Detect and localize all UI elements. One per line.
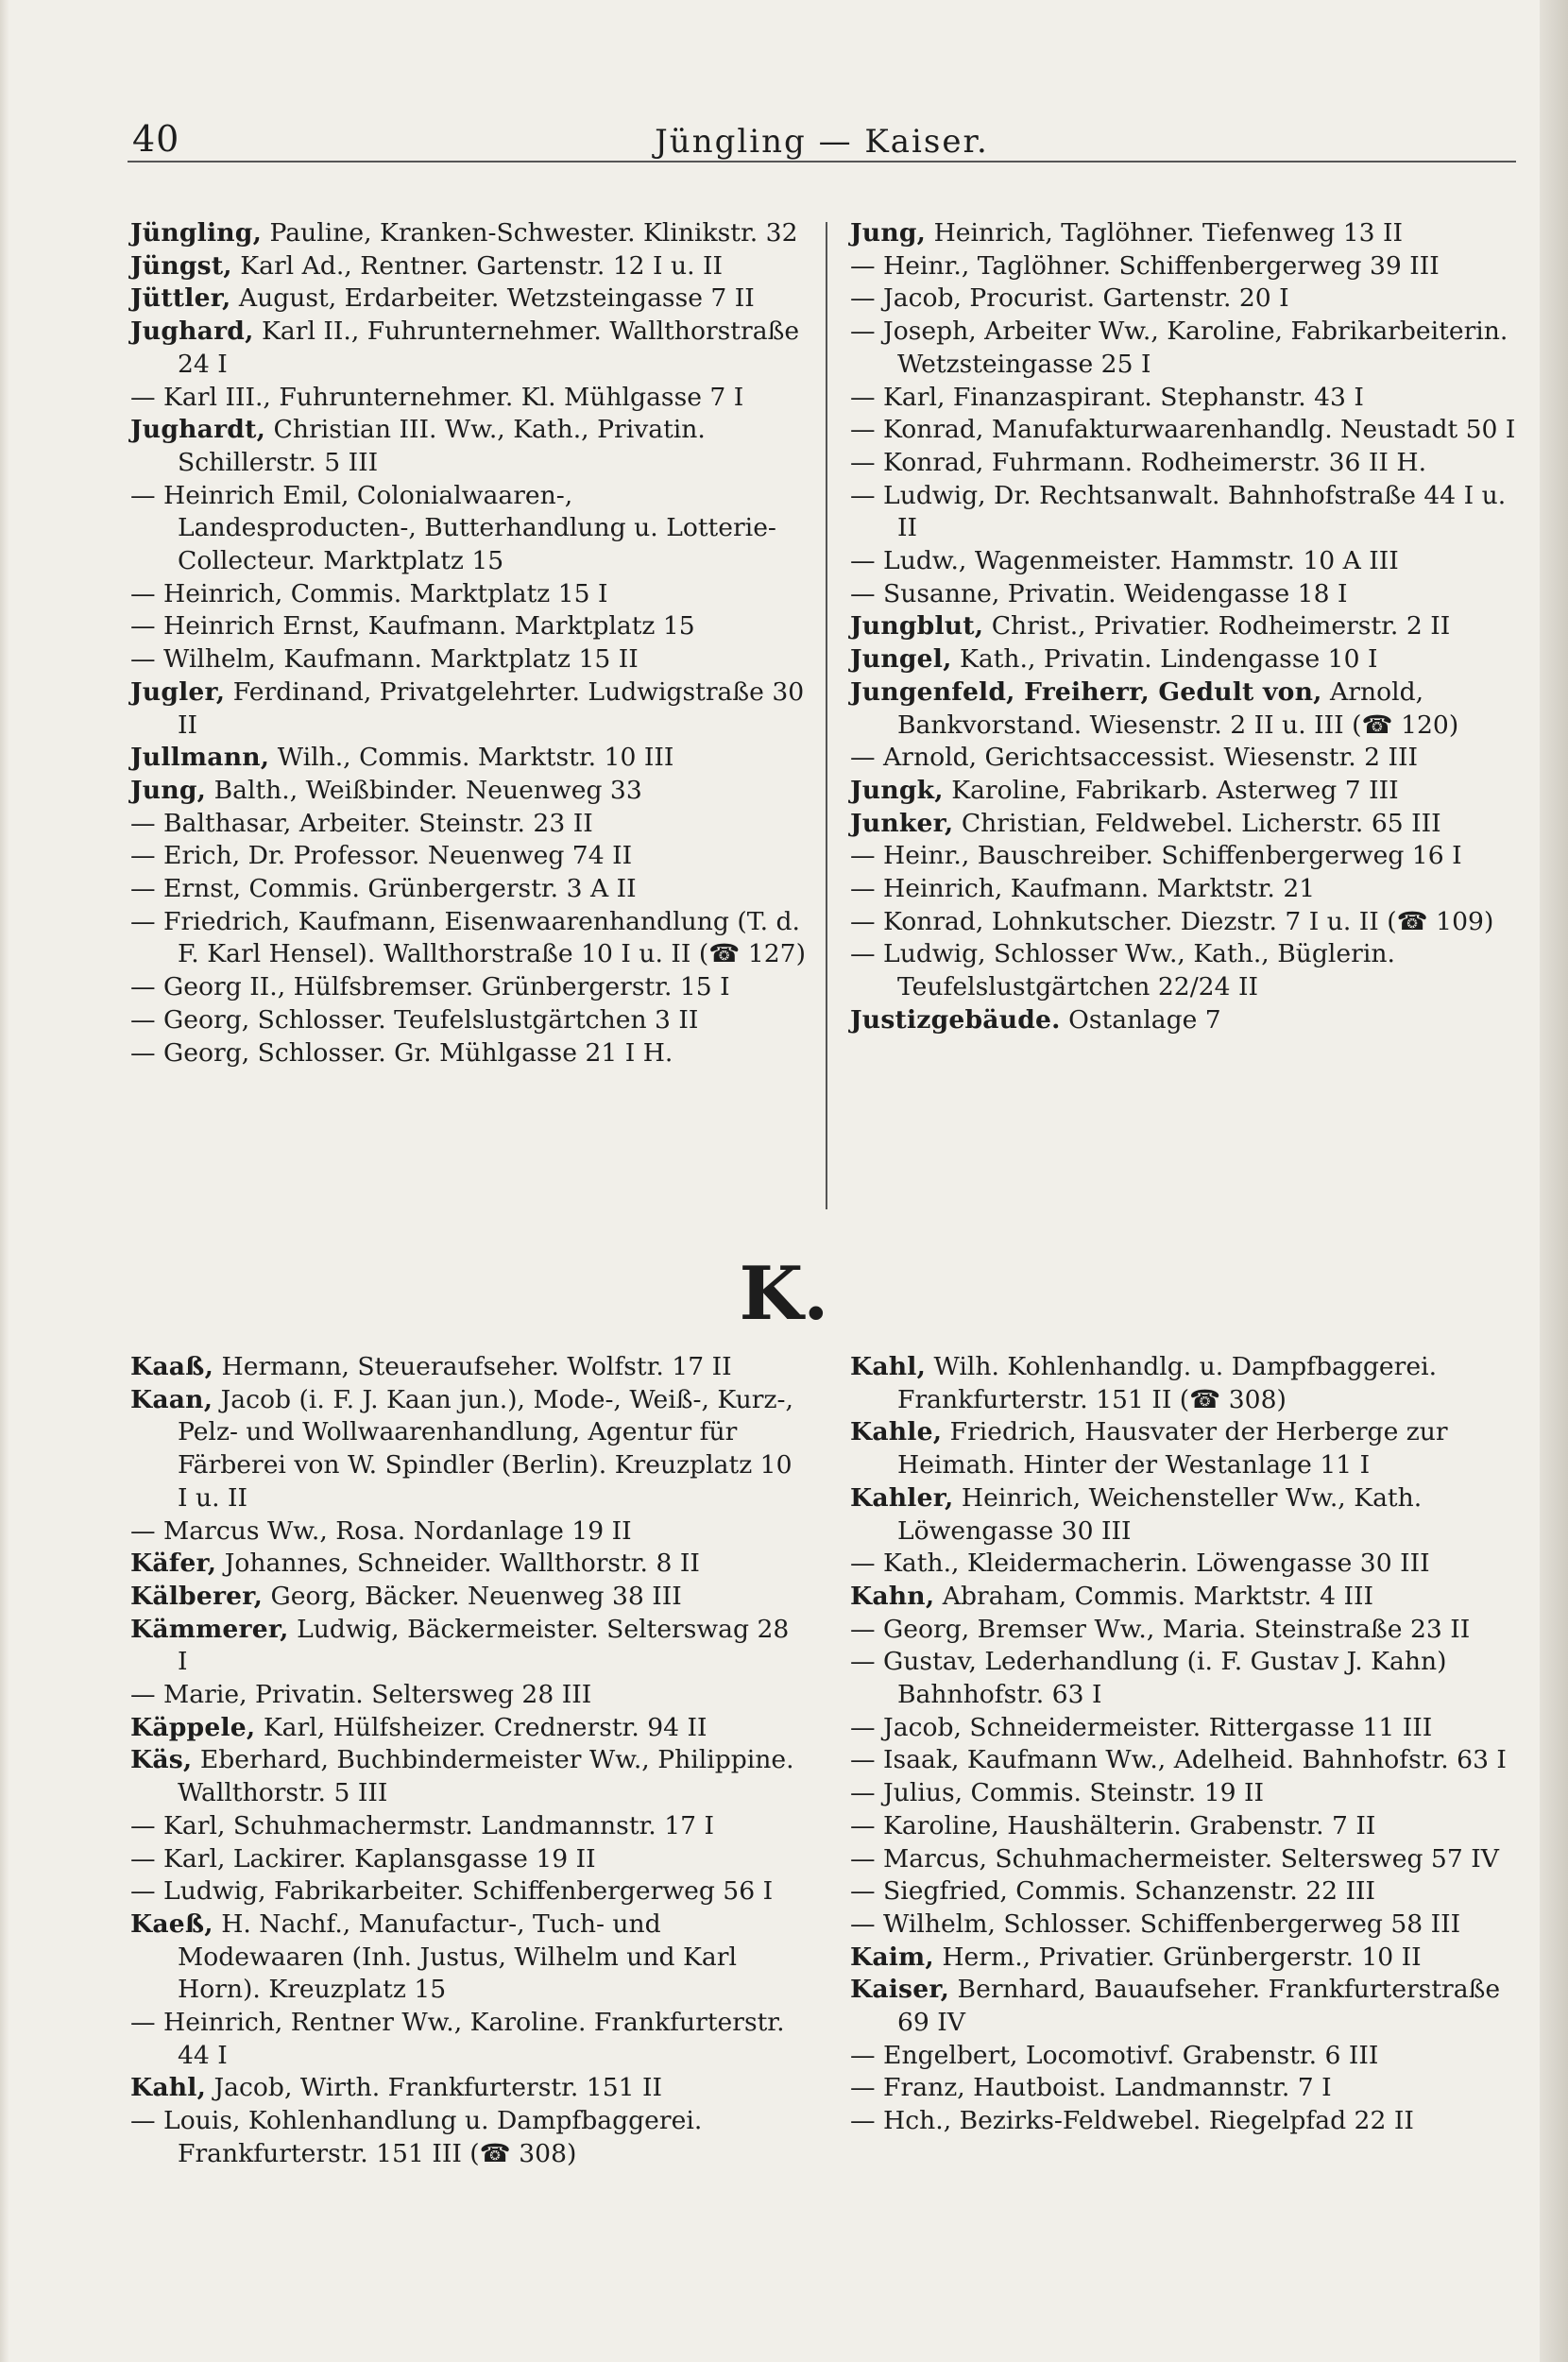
directory-entry <box>130 414 806 479</box>
directory-entry <box>130 480 806 578</box>
directory-entry <box>850 906 1525 939</box>
entry-details: — Jacob, Schneidermeister. Rittergasse 11 III <box>850 1712 1433 1742</box>
directory-entry <box>850 1777 1525 1810</box>
entry-details: — Karl, Finanzaspirant. Stephanstr. 43 I <box>850 382 1364 412</box>
column-right-bottom <box>850 1351 1525 2138</box>
entry-details: Ostanlage 7 <box>1068 1004 1221 1035</box>
entry-details: — Engelbert, Locomotivf. Grabenstr. 6 III <box>850 2040 1379 2070</box>
header-rule <box>128 161 1516 163</box>
directory-entry <box>130 1515 806 1549</box>
entry-surname: Kaaß, <box>130 1352 214 1381</box>
entry-details: — Heinr., Bauschreiber. Schiffenbergerweg 16 I <box>850 841 1462 871</box>
directory-entry <box>850 250 1525 283</box>
entry-surname: Jullmann, <box>130 743 270 773</box>
entry-surname: Jungel, <box>850 644 952 675</box>
entry-details: — Wilhelm, Schlosser. Schiffenbergerweg 58 III <box>850 1908 1461 1939</box>
entry-surname: Kälberer, <box>130 1581 264 1611</box>
directory-entry <box>850 545 1525 578</box>
entry-surname: Kahn, <box>850 1581 935 1611</box>
entry-details: — Franz, Hautboist. Landmannstr. 7 I <box>850 2073 1332 2103</box>
entry-surname: Jugler, <box>130 676 226 707</box>
page-right-edge <box>1540 0 1568 2362</box>
page-number: 40 <box>132 118 180 160</box>
directory-entry <box>850 1875 1525 1908</box>
entry-details: Heinrich, Weichensteller Ww., Kath. Löwengasse 30 III <box>897 1482 1423 1546</box>
entry-details: Wilh. Kohlenhandlg. u. Dampfbaggerei. Frankfurterstr. 151 II (☎ 308) <box>897 1352 1438 1414</box>
directory-entry <box>130 2105 806 2170</box>
entry-details: — Georg, Bremser Ww., Maria. Steinstraße 23 II <box>850 1614 1471 1644</box>
directory-entry <box>130 217 806 250</box>
column-left-bottom <box>130 1351 806 2171</box>
directory-entry <box>850 217 1525 250</box>
entry-details: Karl, Hülfsheizer. Crednerstr. 94 II <box>263 1712 707 1742</box>
entry-details: Pauline, Kranken-Schwester. Klinikstr. 32 <box>269 218 798 248</box>
entry-surname: Jungk, <box>850 775 944 805</box>
entry-details: Bernhard, Bauaufseher. Frankfurterstraße 69 IV <box>897 1975 1501 2038</box>
entry-details: — Erich, Dr. Professor. Neuenweg 74 II <box>130 841 633 871</box>
directory-entry <box>130 1581 806 1614</box>
directory-entry <box>850 1974 1525 2039</box>
directory-entry <box>850 676 1525 742</box>
directory-entry <box>850 2072 1525 2105</box>
directory-entry <box>850 1810 1525 1843</box>
entry-details: Hermann, Steueraufseher. Wolfstr. 17 II <box>221 1352 732 1381</box>
entry-surname: Jüngst, <box>130 250 232 281</box>
column-right-top <box>850 217 1525 1037</box>
entry-surname: Kaan, <box>130 1384 213 1414</box>
directory-entry <box>850 2105 1525 2138</box>
entry-details: Georg, Bäcker. Neuenweg 38 III <box>270 1581 682 1611</box>
entry-details: — Arnold, Gerichtsaccessist. Wiesenstr. 2 III <box>850 743 1419 773</box>
entry-surname: Justizgebäude. <box>850 1004 1061 1035</box>
directory-entry <box>130 1908 806 2007</box>
entry-details: Balth., Weißbinder. Neuenweg 33 <box>213 775 642 805</box>
directory-entry <box>850 643 1525 676</box>
directory-entry <box>130 1384 806 1515</box>
directory-entry <box>850 2040 1525 2073</box>
entry-surname: Jungenfeld, Freiherr, Gedult von, <box>850 676 1322 707</box>
entry-details: Karl Ad., Rentner. Gartenstr. 12 I u. II <box>240 250 724 281</box>
entry-details: Ludwig, Bäckermeister. Selterswag 28 I <box>178 1614 790 1677</box>
entry-details: — Karoline, Haushälterin. Grabenstr. 7 II <box>850 1810 1376 1840</box>
directory-entry <box>130 282 806 316</box>
entry-details: — Susanne, Privatin. Weidengasse 18 I <box>850 578 1348 608</box>
entry-details: — Karl III., Fuhrunternehmer. Kl. Mühlgasse 7 I <box>130 382 744 412</box>
directory-entry <box>130 1351 806 1384</box>
directory-entry <box>130 1548 806 1581</box>
entry-surname: Jung, <box>850 218 927 248</box>
directory-entry <box>130 316 806 381</box>
directory-entry <box>130 578 806 611</box>
entry-details: — Marcus Ww., Rosa. Nordanlage 19 II <box>130 1515 632 1546</box>
directory-entry <box>850 414 1525 447</box>
entry-details: — Ludw., Wagenmeister. Hammstr. 10 A III <box>850 546 1399 576</box>
directory-entry <box>130 971 806 1004</box>
directory-entry <box>130 1679 806 1712</box>
entry-details: — Jacob, Procurist. Gartenstr. 20 I <box>850 283 1289 314</box>
entry-details: — Marie, Privatin. Seltersweg 28 III <box>130 1680 592 1710</box>
directory-entry <box>130 1744 806 1809</box>
entry-details: — Ludwig, Dr. Rechtsanwalt. Bahnhofstraße 44 I u. II <box>850 480 1507 543</box>
page-left-edge <box>0 0 9 2362</box>
directory-entry <box>850 742 1525 775</box>
entry-surname: Jüngling, <box>130 218 263 248</box>
entry-surname: Kahl, <box>130 2073 207 2103</box>
entry-details: — Karl, Schuhmachermstr. Landmannstr. 17 I <box>130 1810 715 1840</box>
directory-entry <box>850 1548 1525 1581</box>
entry-surname: Jughard, <box>130 317 254 347</box>
entry-details: — Hch., Bezirks-Feldwebel. Riegelpfad 22 II <box>850 2106 1414 2136</box>
directory-entry <box>850 1942 1525 1975</box>
directory-entry <box>850 808 1525 841</box>
entry-details: Arnold, Bankvorstand. Wiesenstr. 2 II u. III (☎ 120) <box>897 676 1459 740</box>
entry-surname: Käfer, <box>130 1549 217 1579</box>
directory-entry <box>850 1004 1525 1037</box>
directory-entry <box>130 1843 806 1876</box>
directory-entry <box>130 610 806 643</box>
entry-details: Wilh., Commis. Marktstr. 10 III <box>277 743 674 773</box>
directory-entry <box>130 250 806 283</box>
directory-entry <box>130 808 806 841</box>
entry-surname: Käs, <box>130 1745 193 1775</box>
entry-details: — Friedrich, Kaufmann, Eisenwaarenhandlung (T. d. F. Karl Hensel). Wallthorstraße 10 I u. II (☎ 127) <box>130 906 806 969</box>
section-letter: K. <box>739 1251 829 1337</box>
directory-entry <box>130 1037 806 1070</box>
entry-details: Christ., Privatier. Rodheimerstr. 2 II <box>991 611 1451 642</box>
entry-details: — Georg II., Hülfsbremser. Grünbergerstr. 15 I <box>130 972 730 1002</box>
entry-surname: Kahle, <box>850 1417 943 1447</box>
entry-details: Herm., Privatier. Grünbergerstr. 10 II <box>942 1942 1422 1972</box>
directory-entry <box>850 1581 1525 1614</box>
entry-details: — Ernst, Commis. Grünbergerstr. 3 A II <box>130 874 637 904</box>
entry-details: — Konrad, Manufakturwaarenhandlg. Neustadt 50 I <box>850 415 1516 445</box>
directory-entry <box>130 1614 806 1679</box>
directory-entry <box>850 840 1525 873</box>
directory-entry <box>850 873 1525 906</box>
directory-entry <box>850 1351 1525 1416</box>
entry-details: — Karl, Lackirer. Kaplansgasse 19 II <box>130 1843 596 1874</box>
directory-entry <box>850 1908 1525 1942</box>
entry-surname: Jüttler, <box>130 283 231 314</box>
column-divider <box>826 222 827 1209</box>
entry-details: Johannes, Schneider. Wallthorstr. 8 II <box>224 1549 700 1579</box>
directory-entry <box>850 1614 1525 1647</box>
entry-details: — Heinrich, Kaufmann. Marktstr. 21 <box>850 874 1316 904</box>
entry-details: — Marcus, Schuhmachermeister. Seltersweg 57 IV <box>850 1843 1499 1874</box>
directory-entry <box>130 906 806 971</box>
directory-entry <box>850 480 1525 545</box>
directory-entry <box>850 578 1525 611</box>
entry-details: Karoline, Fabrikarb. Asterweg 7 III <box>951 775 1399 805</box>
entry-surname: Jughardt, <box>130 415 266 445</box>
entry-details: Jacob (i. F. J. Kaan jun.), Mode-, Weiß-, Kurz-, Pelz- und Wollwaarenhandlung, Agentur für Färberei von W. Spindler (Berlin). Kreuzplatz 10 I u. II <box>178 1384 793 1513</box>
entry-details: — Heinr., Taglöhner. Schiffenbergerweg 39 III <box>850 250 1440 281</box>
entry-details: — Siegfried, Commis. Schanzenstr. 22 III <box>850 1876 1376 1907</box>
entry-details: — Louis, Kohlenhandlung u. Dampfbaggerei. Frankfurterstr. 151 III (☎ 308) <box>130 2106 703 2168</box>
directory-entry <box>850 1744 1525 1777</box>
directory-entry <box>850 1482 1525 1548</box>
entry-details: — Gustav, Lederhandlung (i. F. Gustav J. Kahn) Bahnhofstr. 63 I <box>850 1647 1447 1710</box>
entry-details: — Ludwig, Fabrikarbeiter. Schiffenbergerweg 56 I <box>130 1876 774 1907</box>
entry-details: H. Nachf., Manufactur-, Tuch- und Modewaaren (Inh. Justus, Wilhelm und Karl Horn). Kreuzplatz 15 <box>178 1908 737 2005</box>
entry-surname: Kahl, <box>850 1352 927 1381</box>
directory-entry <box>850 382 1525 415</box>
entry-details: — Heinrich Ernst, Kaufmann. Marktplatz 15 <box>130 611 695 642</box>
entry-details: Eberhard, Buchbindermeister Ww., Philippine. Wallthorstr. 5 III <box>178 1745 794 1808</box>
directory-entry <box>130 1004 806 1037</box>
entry-details: Karl II., Fuhrunternehmer. Wallthorstraße 24 I <box>178 317 800 379</box>
entry-details: — Wilhelm, Kaufmann. Marktplatz 15 II <box>130 644 639 675</box>
directory-entry <box>130 676 806 742</box>
directory-entry <box>850 316 1525 381</box>
entry-surname: Kaiser, <box>850 1975 950 2005</box>
entry-details: — Konrad, Lohnkutscher. Diezstr. 7 I u. II (☎ 109) <box>850 906 1494 936</box>
running-head: Jüngling — Kaiser. <box>655 123 989 161</box>
directory-entry <box>850 1843 1525 1876</box>
entry-details: — Isaak, Kaufmann Ww., Adelheid. Bahnhofstr. 63 I <box>850 1745 1507 1775</box>
entry-details: — Ludwig, Schlosser Ww., Kath., Büglerin. Teufelslustgärtchen 22/24 II <box>850 939 1395 1002</box>
page-header <box>128 104 1516 161</box>
entry-surname: Jung, <box>130 775 207 805</box>
directory-entry <box>130 2007 806 2072</box>
entry-details: — Kath., Kleidermacherin. Löwengasse 30 III <box>850 1549 1430 1579</box>
directory-entry <box>130 1875 806 1908</box>
entry-details: — Balthasar, Arbeiter. Steinstr. 23 II <box>130 808 593 838</box>
entry-surname: Jungblut, <box>850 611 984 642</box>
entry-details: — Heinrich, Commis. Marktplatz 15 I <box>130 578 608 608</box>
entry-surname: Kaeß, <box>130 1908 213 1939</box>
directory-entry <box>130 775 806 808</box>
entry-details: — Georg, Schlosser. Gr. Mühlgasse 21 I H. <box>130 1037 673 1068</box>
directory-entry <box>130 1712 806 1745</box>
entry-surname: Kaim, <box>850 1942 934 1972</box>
directory-entry <box>850 938 1525 1003</box>
column-left-top <box>130 217 806 1070</box>
directory-entry <box>850 1416 1525 1481</box>
directory-entry <box>130 742 806 775</box>
entry-details: — Georg, Schlosser. Teufelslustgärtchen 3 II <box>130 1004 699 1035</box>
entry-surname: Junker, <box>850 808 954 838</box>
entry-details: Heinrich, Taglöhner. Tiefenweg 13 II <box>933 218 1404 248</box>
directory-entry <box>850 1646 1525 1711</box>
directory-entry <box>130 1810 806 1843</box>
entry-surname: Käppele, <box>130 1712 256 1742</box>
entry-details: Ferdinand, Privatgelehrter. Ludwigstraße 30 II <box>178 676 805 740</box>
entry-details: Abraham, Commis. Marktstr. 4 III <box>942 1581 1374 1611</box>
directory-entry <box>130 643 806 676</box>
entry-details: — Heinrich Emil, Colonialwaaren-, Landesproducten-, Butterhandlung u. Lotterie-Collecteur. Marktplatz 15 <box>130 480 776 576</box>
directory-entry <box>130 2072 806 2105</box>
directory-entry <box>130 840 806 873</box>
entry-details: Kath., Privatin. Lindengasse 10 I <box>960 644 1378 675</box>
directory-entry <box>850 447 1525 480</box>
directory-entry <box>130 873 806 906</box>
entry-details: Christian, Feldwebel. Licherstr. 65 III <box>961 808 1441 838</box>
entry-surname: Kahler, <box>850 1482 954 1513</box>
directory-entry <box>850 282 1525 316</box>
entry-details: — Joseph, Arbeiter Ww., Karoline, Fabrikarbeiterin. Wetzsteingasse 25 I <box>850 317 1508 379</box>
entry-details: — Julius, Commis. Steinstr. 19 II <box>850 1778 1264 1808</box>
directory-entry <box>850 1712 1525 1745</box>
directory-entry <box>850 775 1525 808</box>
directory-entry <box>130 382 806 415</box>
entry-details: Friedrich, Hausvater der Herberge zur Heimath. Hinter der Westanlage 11 I <box>897 1417 1448 1481</box>
entry-surname: Kämmerer, <box>130 1614 289 1644</box>
entry-details: Jacob, Wirth. Frankfurterstr. 151 II <box>213 2073 663 2103</box>
entry-details: Christian III. Ww., Kath., Privatin. Schillerstr. 5 III <box>178 415 706 477</box>
entry-details: — Heinrich, Rentner Ww., Karoline. Frankfurterstr. 44 I <box>130 2008 785 2070</box>
directory-entry <box>850 610 1525 643</box>
entry-details: — Konrad, Fuhrmann. Rodheimerstr. 36 II H. <box>850 447 1427 477</box>
entry-details: August, Erdarbeiter. Wetzsteingasse 7 II <box>238 283 755 314</box>
